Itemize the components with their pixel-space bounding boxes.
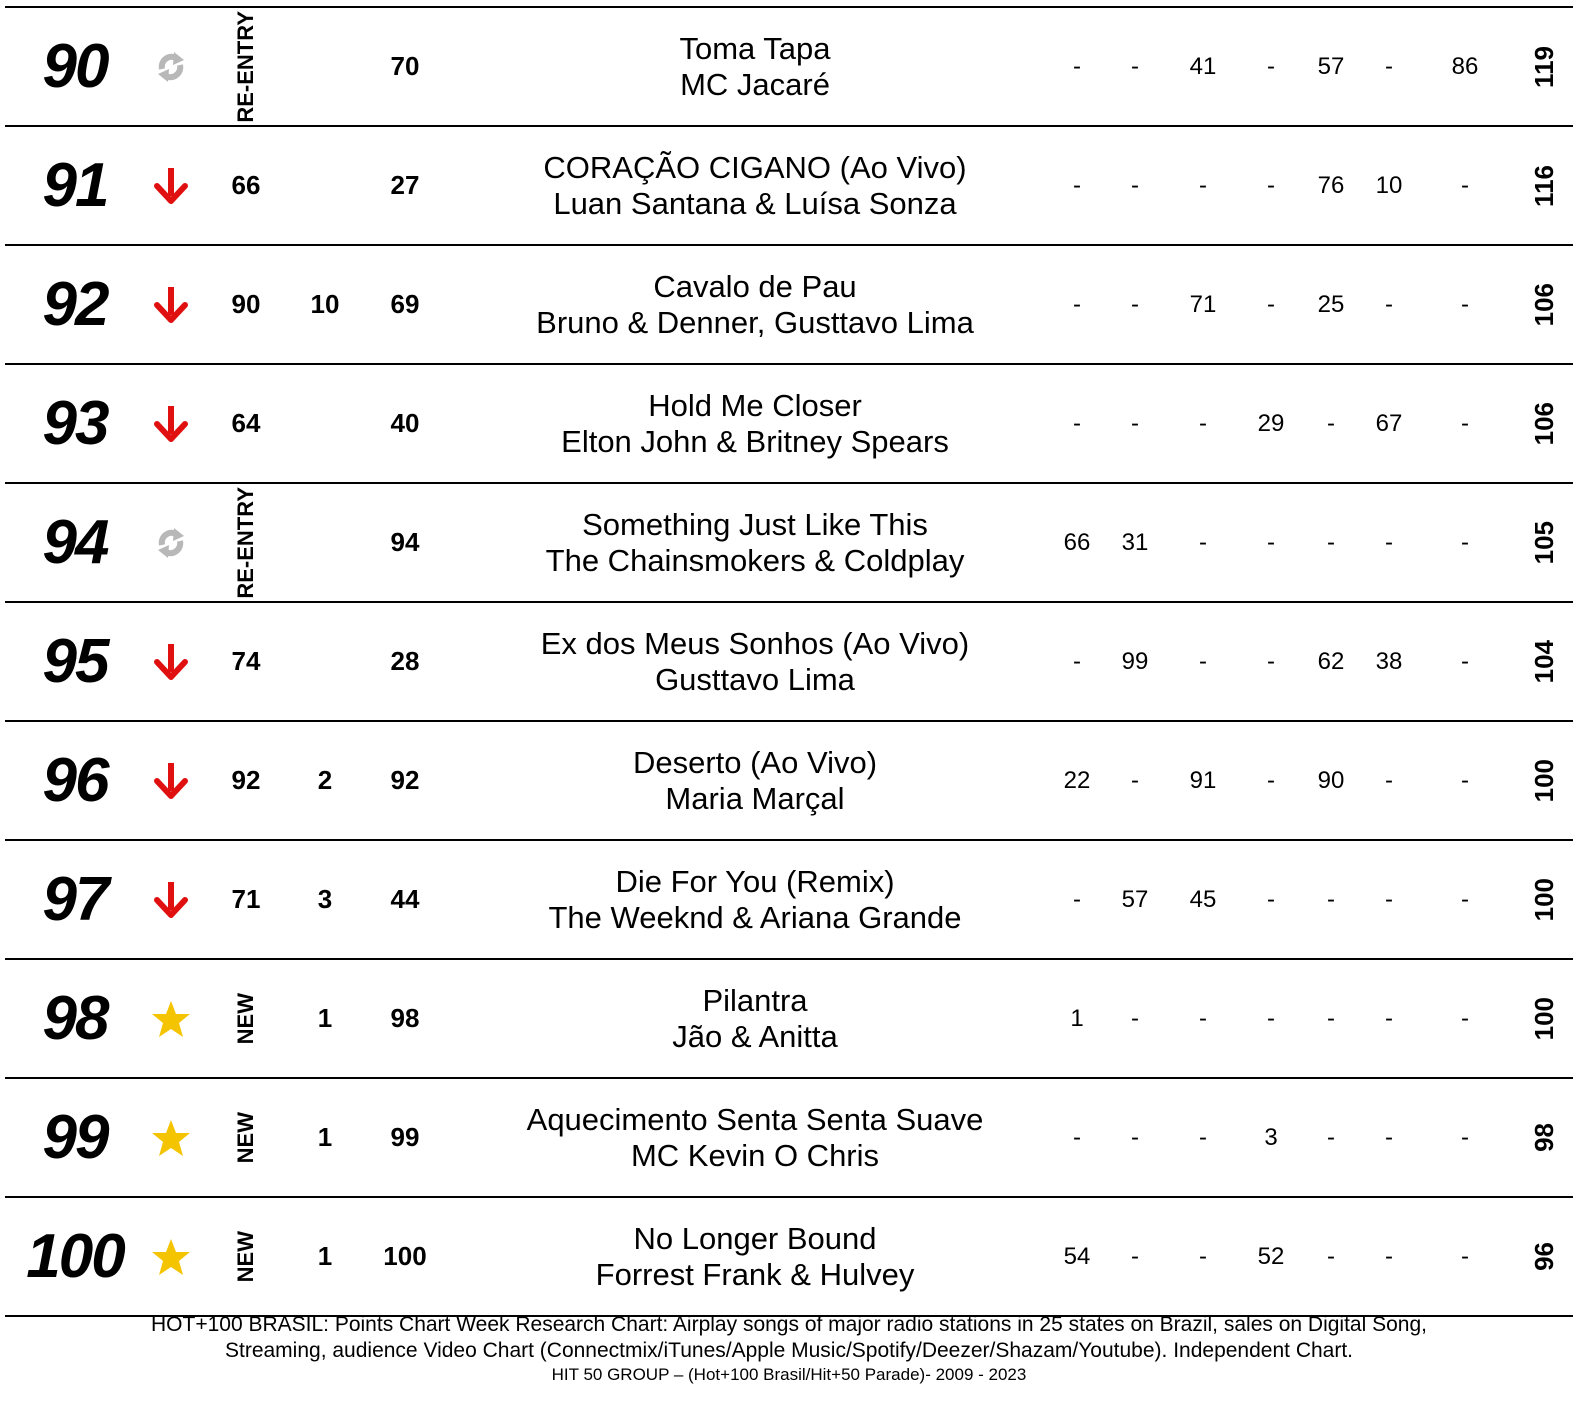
- weeks-on-chart: 1: [317, 1122, 333, 1152]
- points-total: [1515, 365, 1573, 482]
- sub-chart-value: 99: [1121, 647, 1149, 675]
- song-artist: The Chainsmokers & Coldplay: [545, 542, 965, 578]
- song-artist: Luan Santana & Luísa Sonza: [553, 185, 957, 221]
- song-artist: Gusttavo Lima: [655, 661, 855, 697]
- song-info: [455, 246, 1055, 363]
- points-total: [1515, 127, 1573, 244]
- sub-chart-value: -: [1073, 52, 1081, 80]
- peak-position: 94: [390, 527, 420, 557]
- last-week: [205, 8, 287, 125]
- weeks-on-chart: 1: [317, 1241, 333, 1271]
- sub-chart-value: 90: [1317, 766, 1345, 794]
- chart-row: [5, 482, 1573, 601]
- chart-position: 100: [26, 1222, 124, 1291]
- peak-position: 98: [390, 1003, 420, 1033]
- arrow-down-icon: [154, 404, 188, 444]
- arrow-down-icon: [154, 880, 188, 920]
- chart-position: 91: [42, 151, 108, 220]
- reentry-label: RE-ENTRY: [233, 486, 258, 599]
- sub-chart-value: -: [1073, 885, 1081, 913]
- sub-chart-value: -: [1073, 409, 1081, 437]
- sub-chart-value: -: [1385, 52, 1393, 80]
- sub-chart-value: -: [1327, 1242, 1335, 1270]
- sub-chart-value: -: [1131, 1123, 1139, 1151]
- peak-position: 100: [383, 1241, 427, 1271]
- points-total: [1515, 722, 1573, 839]
- song-info: [455, 603, 1055, 720]
- sub-chart-value: 91: [1189, 766, 1217, 794]
- footer-line-3: HIT 50 GROUP – (Hot+100 Brasil/Hit+50 Parade)- 2009 - 2023: [551, 1365, 1027, 1384]
- sub-chart-value: -: [1073, 647, 1081, 675]
- weeks-on-chart: 2: [317, 765, 333, 795]
- sub-chart-value: -: [1199, 409, 1207, 437]
- sub-chart-value: -: [1267, 52, 1275, 80]
- star-icon: [151, 999, 191, 1039]
- sub-chart-value: -: [1267, 171, 1275, 199]
- trend-indicator: [145, 841, 197, 958]
- song-title: Hold Me Closer: [648, 387, 862, 423]
- sub-chart-value: -: [1131, 171, 1139, 199]
- sub-chart-value: -: [1461, 647, 1469, 675]
- points-total: [1515, 960, 1573, 1077]
- last-week: 74: [231, 646, 261, 676]
- song-title: Deserto (Ao Vivo): [632, 744, 878, 780]
- sub-chart-value: 52: [1257, 1242, 1285, 1270]
- chart-position: 93: [42, 389, 108, 458]
- peak-position: 99: [390, 1122, 420, 1152]
- sub-chart-value: 1: [1070, 1004, 1084, 1032]
- points-value: 104: [1528, 639, 1559, 684]
- chart-row: [5, 1196, 1573, 1317]
- last-week: [205, 484, 287, 601]
- last-week: [205, 1198, 287, 1315]
- sub-chart-value: -: [1461, 766, 1469, 794]
- sub-chart-value: -: [1267, 647, 1275, 675]
- sub-chart-value: -: [1199, 647, 1207, 675]
- weeks-on-chart: 10: [310, 289, 340, 319]
- points-value: 116: [1528, 164, 1559, 207]
- song-info: [455, 484, 1055, 601]
- reentry-label: RE-ENTRY: [233, 10, 258, 123]
- sub-chart-value: -: [1327, 885, 1335, 913]
- sub-chart-value: 66: [1063, 528, 1091, 556]
- sub-chart-value: 86: [1451, 52, 1479, 80]
- footer: [0, 1312, 1578, 1386]
- trend-indicator: [145, 722, 197, 839]
- sub-chart-value: -: [1461, 1004, 1469, 1032]
- sub-chart-value: 3: [1264, 1123, 1278, 1151]
- sub-chart-value: -: [1073, 1123, 1081, 1151]
- sub-chart-value: -: [1199, 1242, 1207, 1270]
- last-week: 64: [231, 408, 261, 438]
- new-label: NEW: [233, 1111, 258, 1164]
- sub-chart-value: -: [1267, 528, 1275, 556]
- sub-chart-value: 31: [1121, 528, 1149, 556]
- weeks-on-chart: 3: [317, 884, 333, 914]
- song-artist: MC Kevin O Chris: [630, 1137, 880, 1173]
- points-value: 96: [1528, 1242, 1559, 1271]
- song-title: Ex dos Meus Sonhos (Ao Vivo): [540, 625, 970, 661]
- points-total: [1515, 841, 1573, 958]
- sub-chart-value: -: [1267, 290, 1275, 318]
- peak-position: 27: [390, 170, 420, 200]
- sub-chart-value: 38: [1375, 647, 1403, 675]
- chart-table: [5, 6, 1573, 1317]
- song-artist: MC Jacaré: [680, 66, 830, 102]
- sub-chart-value: -: [1267, 1004, 1275, 1032]
- song-info: [455, 960, 1055, 1077]
- sub-chart-value: -: [1461, 1123, 1469, 1151]
- sub-chart-value: 10: [1375, 171, 1403, 199]
- weeks-on-chart: [295, 484, 355, 601]
- points-value: 100: [1528, 758, 1559, 803]
- sub-chart-value: -: [1131, 1004, 1139, 1032]
- points-total: [1515, 603, 1573, 720]
- sub-chart-value: -: [1131, 409, 1139, 437]
- chart-position: 92: [42, 270, 108, 339]
- song-title: Die For You (Remix): [615, 863, 895, 899]
- song-title: Toma Tapa: [679, 30, 831, 66]
- trend-indicator: [145, 1198, 197, 1315]
- trend-indicator: [145, 960, 197, 1077]
- sub-chart-value: 57: [1317, 52, 1345, 80]
- sub-chart-value: 57: [1121, 885, 1149, 913]
- chart-row: [5, 1077, 1573, 1196]
- sub-chart-value: -: [1461, 171, 1469, 199]
- sub-chart-value: -: [1073, 290, 1081, 318]
- song-info: [455, 127, 1055, 244]
- sub-chart-value: 76: [1317, 171, 1345, 199]
- chart-row: [5, 125, 1573, 244]
- sub-chart-value: -: [1385, 1004, 1393, 1032]
- sub-chart-value: -: [1385, 290, 1393, 318]
- sub-chart-value: -: [1461, 528, 1469, 556]
- new-label: NEW: [233, 992, 258, 1045]
- reentry-icon: [154, 523, 188, 563]
- sub-chart-value: -: [1199, 528, 1207, 556]
- sub-chart-value: -: [1199, 171, 1207, 199]
- peak-position: 70: [390, 51, 420, 81]
- song-title: Cavalo de Pau: [653, 268, 857, 304]
- chart-position: 90: [42, 32, 108, 101]
- last-week: [205, 960, 287, 1077]
- trend-indicator: [145, 484, 197, 601]
- song-artist: Bruno & Denner, Gusttavo Lima: [536, 304, 974, 340]
- sub-chart-value: -: [1199, 1004, 1207, 1032]
- trend-indicator: [145, 603, 197, 720]
- weeks-on-chart: [295, 127, 355, 244]
- song-info: [455, 1198, 1055, 1315]
- song-info: [455, 841, 1055, 958]
- song-artist: Jão & Anitta: [672, 1018, 838, 1054]
- peak-position: 92: [390, 765, 420, 795]
- chart-position: 99: [42, 1103, 108, 1172]
- chart-position: 96: [42, 746, 108, 815]
- sub-chart-value: -: [1327, 528, 1335, 556]
- song-info: [455, 722, 1055, 839]
- sub-chart-value: -: [1461, 409, 1469, 437]
- chart-position: 95: [42, 627, 108, 696]
- sub-chart-value: 41: [1189, 52, 1217, 80]
- sub-chart-value: -: [1461, 885, 1469, 913]
- song-title: No Longer Bound: [633, 1220, 877, 1256]
- points-value: 105: [1528, 520, 1559, 565]
- song-title: Aquecimento Senta Senta Suave: [526, 1101, 984, 1137]
- sub-chart-value: -: [1385, 885, 1393, 913]
- reentry-icon: [154, 47, 188, 87]
- last-week: [205, 1079, 287, 1196]
- points-value: 106: [1528, 401, 1559, 446]
- chart-row: [5, 601, 1573, 720]
- points-value: 100: [1528, 877, 1559, 922]
- song-artist: Maria Marçal: [665, 780, 845, 816]
- sub-chart-value: 25: [1317, 290, 1345, 318]
- sub-chart-value: 22: [1063, 766, 1091, 794]
- arrow-down-icon: [154, 761, 188, 801]
- chart-row: [5, 720, 1573, 839]
- chart-position: 97: [42, 865, 108, 934]
- sub-chart-value: 54: [1063, 1242, 1091, 1270]
- song-title: Something Just Like This: [582, 506, 928, 542]
- points-total: [1515, 1198, 1573, 1315]
- last-week: 90: [231, 289, 261, 319]
- points-value: 106: [1528, 282, 1559, 327]
- chart-row: [5, 244, 1573, 363]
- points-value: 100: [1528, 996, 1559, 1041]
- peak-position: 44: [390, 884, 420, 914]
- star-icon: [151, 1118, 191, 1158]
- new-label: NEW: [233, 1230, 258, 1283]
- weeks-on-chart: [295, 603, 355, 720]
- sub-chart-value: -: [1461, 1242, 1469, 1270]
- points-total: [1515, 8, 1573, 125]
- weeks-on-chart: [295, 8, 355, 125]
- last-week: 66: [231, 170, 261, 200]
- sub-chart-value: -: [1385, 1123, 1393, 1151]
- weeks-on-chart: [295, 365, 355, 482]
- chart-row: [5, 363, 1573, 482]
- song-artist: Forrest Frank & Hulvey: [595, 1256, 915, 1292]
- star-icon: [151, 1237, 191, 1277]
- sub-chart-value: -: [1327, 1123, 1335, 1151]
- sub-chart-value: -: [1073, 171, 1081, 199]
- trend-indicator: [145, 127, 197, 244]
- chart-position: 98: [42, 984, 108, 1053]
- last-week: 71: [231, 884, 261, 914]
- sub-chart-value: -: [1267, 766, 1275, 794]
- points-total: [1515, 484, 1573, 601]
- sub-chart-value: 62: [1317, 647, 1345, 675]
- sub-chart-value: -: [1131, 1242, 1139, 1270]
- chart-row: [5, 958, 1573, 1077]
- sub-chart-value: -: [1385, 766, 1393, 794]
- song-info: [455, 8, 1055, 125]
- points-total: [1515, 1079, 1573, 1196]
- sub-chart-value: -: [1327, 409, 1335, 437]
- chart-row: [5, 6, 1573, 125]
- weeks-on-chart: 1: [317, 1003, 333, 1033]
- sub-chart-value: -: [1131, 52, 1139, 80]
- song-info: [455, 365, 1055, 482]
- sub-chart-value: 45: [1189, 885, 1217, 913]
- sub-chart-value: 67: [1375, 409, 1403, 437]
- trend-indicator: [145, 246, 197, 363]
- sub-chart-value: -: [1385, 528, 1393, 556]
- sub-chart-value: -: [1461, 290, 1469, 318]
- song-info: [455, 1079, 1055, 1196]
- peak-position: 40: [390, 408, 420, 438]
- peak-position: 69: [390, 289, 420, 319]
- sub-chart-value: -: [1267, 885, 1275, 913]
- points-value: 98: [1528, 1123, 1559, 1152]
- last-week: 92: [231, 765, 261, 795]
- song-artist: Elton John & Britney Spears: [561, 423, 949, 459]
- sub-chart-value: 71: [1189, 290, 1217, 318]
- trend-indicator: [145, 8, 197, 125]
- chart-position: 94: [42, 508, 108, 577]
- sub-chart-value: -: [1385, 1242, 1393, 1270]
- footer-line-2: Streaming, audience Video Chart (Connectmix/iTunes/Apple Music/Spotify/Deezer/Shazam/Youtube). Independent Chart.: [224, 1339, 1354, 1362]
- sub-chart-value: -: [1131, 290, 1139, 318]
- sub-chart-value: -: [1131, 766, 1139, 794]
- sub-chart-value: -: [1327, 1004, 1335, 1032]
- trend-indicator: [145, 365, 197, 482]
- arrow-down-icon: [154, 642, 188, 682]
- sub-chart-value: 29: [1257, 409, 1285, 437]
- arrow-down-icon: [154, 166, 188, 206]
- chart-row: [5, 839, 1573, 958]
- trend-indicator: [145, 1079, 197, 1196]
- peak-position: 28: [390, 646, 420, 676]
- points-total: [1515, 246, 1573, 363]
- sub-chart-value: -: [1199, 1123, 1207, 1151]
- arrow-down-icon: [154, 285, 188, 325]
- song-artist: The Weeknd & Ariana Grande: [548, 899, 962, 935]
- song-title: CORAÇÃO CIGANO (Ao Vivo): [543, 149, 967, 185]
- song-title: Pilantra: [702, 982, 808, 1018]
- footer-line-1: HOT+100 BRASIL: Points Chart Week Research Chart: Airplay songs of major radio stations in 25 states on Brazil, sales on Digital Song,: [151, 1313, 1427, 1336]
- points-value: 119: [1528, 45, 1559, 88]
